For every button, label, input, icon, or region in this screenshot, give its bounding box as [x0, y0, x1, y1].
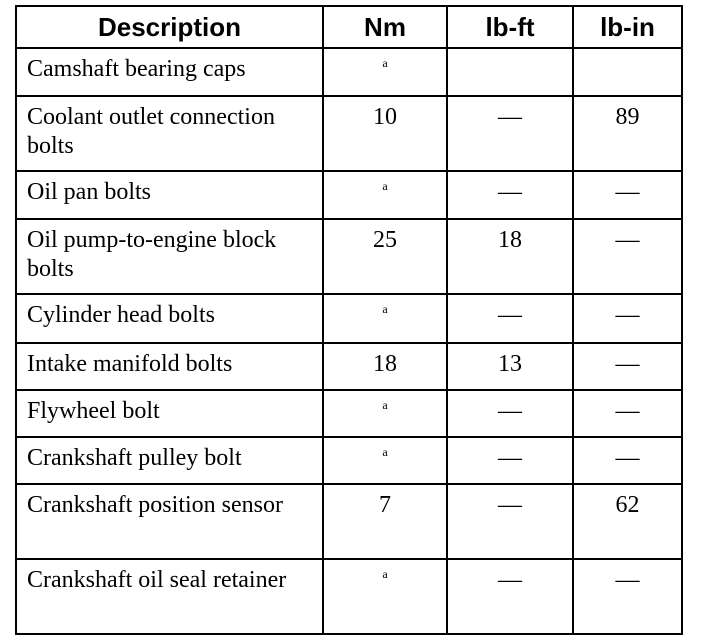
- row-lbft: 18: [447, 219, 573, 294]
- row-nm: [323, 559, 447, 634]
- row-lbin: —: [573, 559, 682, 634]
- row-nm: [323, 294, 447, 343]
- row-lbin: —: [573, 437, 682, 484]
- row-lbft: —: [447, 390, 573, 437]
- row-nm: 7: [323, 484, 447, 559]
- row-lbft: —: [447, 559, 573, 634]
- row-lbin: —: [573, 171, 682, 219]
- row-lbin: 89: [573, 96, 682, 171]
- table-row: [16, 171, 682, 219]
- row-lbin: 62: [573, 484, 682, 559]
- table-row: [16, 390, 682, 437]
- table-row: [16, 294, 682, 343]
- table-row: [16, 96, 682, 171]
- footnote-marker: a: [382, 445, 388, 459]
- row-lbft: —: [447, 437, 573, 484]
- footnote-marker: a: [382, 56, 388, 70]
- table-row: [16, 48, 682, 96]
- row-nm: 10: [323, 96, 447, 171]
- row-lbin: —: [573, 343, 682, 390]
- row-description: Coolant outlet connection bolts: [16, 96, 323, 171]
- table-row: [16, 484, 682, 559]
- column-header-nm: Nm: [323, 6, 447, 48]
- row-lbin: [573, 48, 682, 96]
- row-nm: 25: [323, 219, 447, 294]
- row-description: Oil pan bolts: [16, 171, 323, 219]
- torque-spec-table: [15, 5, 683, 635]
- row-description: Camshaft bearing caps: [16, 48, 323, 96]
- row-lbin: —: [573, 219, 682, 294]
- footnote-marker: a: [382, 398, 388, 412]
- row-lbft: —: [447, 294, 573, 343]
- row-description: Intake manifold bolts: [16, 343, 323, 390]
- row-lbft: —: [447, 96, 573, 171]
- table-row: [16, 437, 682, 484]
- footnote-marker: a: [382, 179, 388, 193]
- row-lbft: —: [447, 484, 573, 559]
- column-header-lbin: lb-in: [573, 6, 682, 48]
- table-row: [16, 559, 682, 634]
- row-nm: [323, 171, 447, 219]
- table-header-row: [16, 6, 682, 48]
- row-lbin: —: [573, 390, 682, 437]
- row-lbft: —: [447, 171, 573, 219]
- row-lbft: 13: [447, 343, 573, 390]
- table-row: [16, 343, 682, 390]
- row-lbin: —: [573, 294, 682, 343]
- row-nm: [323, 48, 447, 96]
- row-lbft: [447, 48, 573, 96]
- row-nm: [323, 437, 447, 484]
- column-header-lbft: lb-ft: [447, 6, 573, 48]
- row-nm: 18: [323, 343, 447, 390]
- row-description: Flywheel bolt: [16, 390, 323, 437]
- column-header-description: Description: [16, 6, 323, 48]
- row-nm: [323, 390, 447, 437]
- row-description: Crankshaft position sensor: [16, 484, 323, 559]
- footnote-marker: a: [382, 567, 388, 581]
- row-description: Crankshaft oil seal retainer: [16, 559, 323, 634]
- row-description: Cylinder head bolts: [16, 294, 323, 343]
- footnote-marker: a: [382, 302, 388, 316]
- row-description: Oil pump-to-engine block bolts: [16, 219, 323, 294]
- table-row: [16, 219, 682, 294]
- row-description: Crankshaft pulley bolt: [16, 437, 323, 484]
